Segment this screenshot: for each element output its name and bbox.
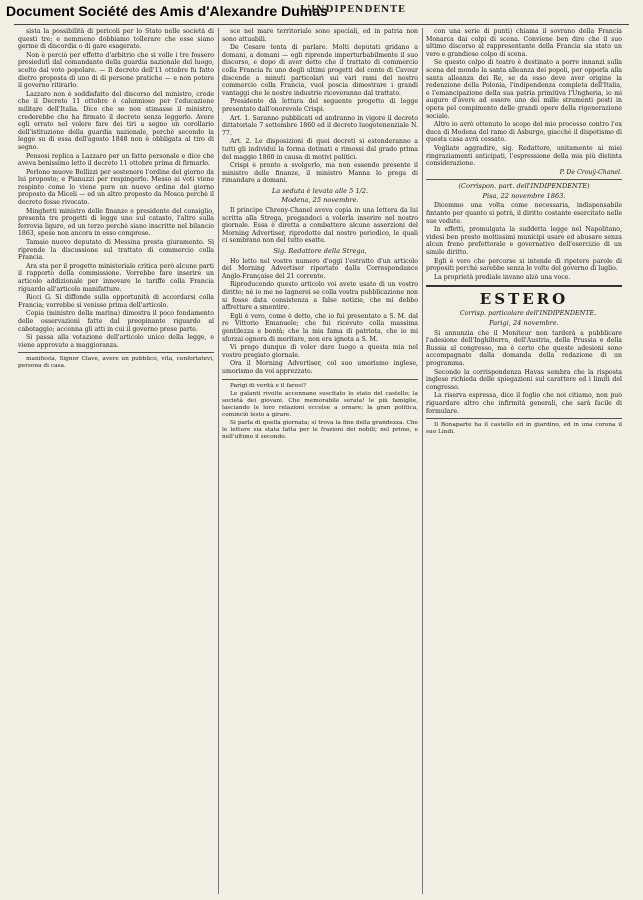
- letter-salutation: Sig. Redattore della Strega,: [273, 247, 367, 256]
- paragraph: In effetti, promulgata la suddetta legge nel Napolitano, videsi ben presto moltissimi municipi usare ed abusare senza alcun freno prefettorale e governativo dell'esercizio di un simile diritto.: [426, 226, 622, 257]
- paragraph: Vi prego dunque di voler dare luogo a questa mia nel vostro pregiato giornale.: [222, 344, 418, 359]
- paragraph: La proprietà prediale invano alzò una voce.: [434, 273, 571, 281]
- section-title-estero: ESTERO: [426, 285, 622, 308]
- column-1: [18, 28, 214, 894]
- paragraph: Ora il Morning Advertiser, col suo umorismo inglese, umorismo da voi apprezzato.: [222, 360, 418, 375]
- paragraph: Art. 1. Saranno pubblicati ed andranno in vigore il decreto dittatoriale 7 settembre 1860 ed il decreto luogotenenziale N. 77.: [222, 114, 418, 137]
- dateline: Pisa, 22 novembre 1863.: [482, 191, 566, 200]
- paragraph: sce nel mare territoriale sono speciali, ed in patria non sono attuabili.: [222, 28, 418, 43]
- paragraph: Vogliate aggradire, sig. Redattore, unitamente ai miei ringraziamenti anticipati, l'espressione della mia più distinta considerazione.: [426, 144, 622, 168]
- paragraph: Copia (ministro della marina) dimostra il poco fondamento delle osservazioni fatte dal preopinante riguardo al cabotaggio; accenna gli atti in cui il governo prese parte.: [18, 310, 214, 333]
- dateline: Modena, 25 novembre.: [281, 196, 359, 205]
- section-divider: [426, 179, 622, 180]
- feuilleton-paragraph: manifesta, Signor Clave, avere un pubblico, vita, confortatevi, persona di casa.: [18, 356, 214, 370]
- paragraph: Lazzaro non è soddisfatto del discorso del ministro, crede che il Decreto 11 ottobre è calunnioso per l'educazione militare dell'Italia. Dice che se non stimasse il ministro, crederebbe che ha firmato il decreto senza leggerlo. Avere egli errato nel volere fare dei tiri a segno un corollario dell'istituzione della guardia nazionale, perchè secondo la legge su di essa dell'agosto 1848 non è obbligata al tiro di segno.: [18, 90, 214, 151]
- paragraph: Ricci G. Si diffonde sulla opportunità di accordarsi colla Francia; vorrebbe si venisse prima dell'articolo.: [18, 294, 214, 309]
- paragraph: Presidente dà lettura del seguente progetto di legge presentato dall'onorevole Crispi.: [222, 98, 418, 113]
- paragraph: Egli è vero che percorse si intende di ripetere parole di propositi perchè sarebbe senza le volte del governo di luglio.: [426, 257, 622, 273]
- paragraph: Il principe Chreny-Chanel aveva copia in una lettera da lui scritta alla Strega, pregandoci a volerla inserire nel nostro giornale. Essa è diretta a combattere alcune asserzioni del Morning Advertiser, riprodotte dal nostro periodico, le quali ci sembrano non del tutto esatte.: [222, 207, 418, 245]
- paragraph: Minghetti ministro delle finanze e presidente del consiglio, presenta tre progetti di legge uno sul catasto, l'altro sulla ferrovia ligure, ed un terzo perchè siano inscritte nel bilancio 1863, spese non ancora in esso comprese.: [18, 207, 214, 238]
- section-divider: [18, 352, 214, 353]
- feuilleton-paragraph: Parigi di verità e il faresi?: [230, 382, 307, 389]
- paragraph: Pensosi replica a Lazzaro per un fatto personale e dice che aveva benissimo letto il decreto 11 ottobre prima di firmarlo.: [18, 152, 214, 168]
- section-divider: [426, 418, 622, 419]
- paragraph: Ho letto nel vostro numero d'oggi l'estratto d'un articolo del Morning Advertiser riportato dalla Correspondance Anglo-Française del 21 corrente.: [222, 257, 418, 280]
- column-2: [222, 28, 418, 894]
- letter-signature: P. De Crouÿ-Chanel.: [559, 168, 622, 176]
- feuilleton-paragraph: Le galanti rivolte accennano suscitato lo stato del castello; la società dei giovani. Che memorabile serata! le più famiglie, lasciando le loro relazioni eccelse a ornare; la gran politica, cominciò lesto a girare.: [222, 390, 418, 418]
- paragraph: Ara sta per il progetto ministeriale critica però alcune parti il rapporto della commissione. Vorrebbe fare inserire un articolo addizionale per innovare le tariffe colla Francia riguardo all'articolo manifatture.: [18, 262, 214, 293]
- column-divider: [218, 28, 219, 894]
- paragraph: Crispi è pronto a svolgerlo, ma non essendo presente il ministro delle finanze, il ministro Manna lo prega di rimandare a domani.: [222, 162, 418, 185]
- paragraph: con una serie di punti) chiama il sovrano della Francia Monarca dai colpi di scena. Conviene ben dire che il suo ultimo discorso al rappresentante della Francia sia stato un vero e grandioso colpo di scena.: [426, 28, 622, 58]
- document-banner: Document Société des Amis d'Alexandre Dumas: [6, 3, 328, 19]
- paragraph: Egli è vero, come è detto, che io fui presentato a S. M. dal re Vittorio Emanuele; che fui ricevuto colla massima gentilezza e bontà; che la mia fama di patriota, che io mi sforzai ognora di meritare, non era ignota a S. M.: [222, 312, 418, 343]
- paragraph: Non è perciò per effetto d'arbitrio che si volle i tre fossero presieduti dal comandante della guardia nazionale del luogo, scelto dal voto popolare. — Il decreto dell'11 ottobre fu fatto dietro proposta di uno di di persone pratiche — e non potere il governo ritirarlo.: [18, 51, 214, 90]
- correspondence-head: Corrisp. particolare dell'INDIPENDENTE.: [459, 309, 597, 318]
- paragraph: La riserva espressa, dice il foglio che noi citiamo, non può riguardare altro che infirmità generali, che sarà facile di formulare.: [426, 392, 622, 415]
- session-closing: La seduta è levata alle 5 1/2.: [271, 186, 369, 195]
- paragraph: Se questo colpo di teatro è destinato a porre innanzi sulla scena del mondo la santa alleanza dei popoli, per opporla alla santa alleanza dei Re, se da esso deve aver origine la redenzione della Polonia, l'indipendenza completa dell'Italia, e l'emancipazione della sua patria primitiva l'Ungheria, io mi auguro d'avere ad essere uno dei mille strumenti posti in opera pel compimento delle grandi opere della rigenerazione sociale.: [426, 59, 622, 120]
- feuilleton-paragraph: Si parla di quella giornata; si trova la fine della grandezza. Che le letture sia stata fatta per le frazioni dei nobili; nel primo, e nell'ultimo il secondo.: [222, 419, 418, 440]
- paragraph: Art. 2. Le disposizioni di quei decreti si estenderanno a tutti gli individui la forma dotinati e rimossi dal grado prima del maggio 1860 in causa di motivi politici.: [222, 138, 418, 161]
- paragraph: Secondo la corrispondenza Havas sembra che la risposta inglese richieda delle spiegazioni sul carattere ed i limiti del congresso.: [426, 368, 622, 391]
- column-3: [426, 28, 622, 894]
- paragraph: Perlono muove Bellizzi per sostenere l'ordine del giorno da lui proposto; e Pianuzzi per respingerlo. Messo ai voti viene respinto come lo viene pure un nuovo ordine del giorno proposto da Miceli — ed un altro proposto da Mosca perchè il decreto fosse rivocato.: [18, 168, 214, 207]
- correspondence-head: (Corrispon. part. dell'INDIPENDENTE): [458, 182, 590, 191]
- paragraph: Tamaio nuovo deputato di Messina presta giuramento. Si riprende la discussione sul trattato di commercio colla Francia.: [18, 239, 214, 262]
- paragraph: Si annunzia che il Moniteur non tarderà a pubblicare l'adesione dell'Inghilterra, dell'Austria, della Prussia e della Russia al congresso, ma è certo che queste adesioni sono accompagnate dalla domanda della redazione di un programma.: [426, 329, 622, 367]
- section-divider: [222, 379, 418, 380]
- feuilleton-paragraph: Il Bonaparte ha il castello ed in giardino, ed in una corona il suo Lindi.: [426, 422, 622, 436]
- paragraph: Riproducendo questo articolo voi avete usato di un vostro diritto; nè io me ne lagnerei se colla vostra pubblicazione non si fosse data consistenza a false notizie, che mi debbo affrettare a smentire.: [222, 281, 418, 312]
- paragraph: Si passa alla votazione dell'articolo unico della legge, e viene approvato a maggioranza.: [18, 334, 214, 349]
- paragraph: Altro io avrò ottenuto lo scopo del mio processo contro l'ex duca di Modena del ramo di Asburgo, giacchè il dispotismo di questa casa avrà cessato.: [426, 121, 622, 144]
- dateline: Parigi, 24 novembre.: [489, 319, 559, 327]
- column-divider: [422, 28, 423, 894]
- paragraph: De Cesare tenta di parlare. Molti deputati gridano a domani, a domani — egli riprende imperturbabilmente il suo discorso, e dopo di aver detto che il trattato di commercio colla Francia fu uno degli ultimi progetti del conte di Cavour discende a minuti particolari sui vari rami del nostro commercio colla Francia, vuol poscia dimostrare i grandi vantaggi che le nostre industrie riceveranno dal trattato.: [222, 44, 418, 97]
- paragraph: sista la possibilità di pericoli per lo Stato nelle società di questi tre; e nemmeno dobbiamo tollerare che esse siano germe di discordia o di gare esagerate.: [18, 28, 214, 51]
- running-head: L'INDIPENDENTE: [300, 5, 406, 15]
- header-rule: [14, 24, 629, 25]
- paragraph: Dicemmo una volta come necessaria, indispensabile fintanto per quanto si potrà, il diritto costante esercitato nelle sue vedute.: [426, 202, 622, 225]
